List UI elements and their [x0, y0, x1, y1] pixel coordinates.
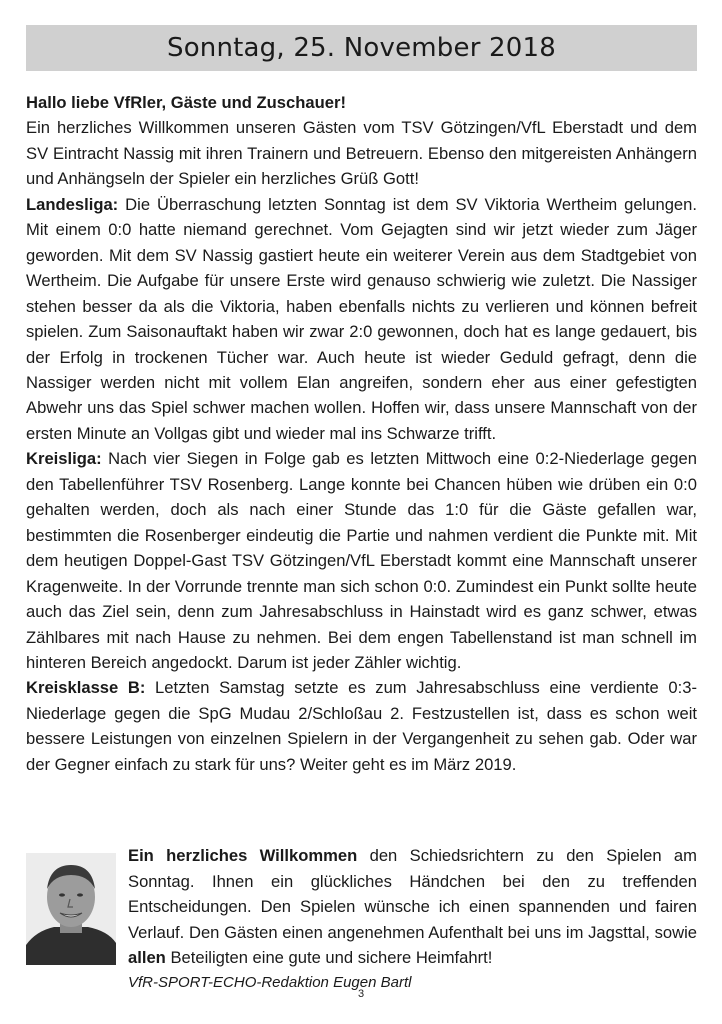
- greeting-lead: Ein herzliches Willkommen: [128, 846, 358, 865]
- kreisliga-label: Kreisliga:: [26, 449, 102, 469]
- kreisklasse-b-paragraph: [26, 675, 697, 777]
- greeting-section: [26, 843, 697, 1003]
- date-header-bar: [26, 25, 697, 71]
- landesliga-label: Landesliga:: [26, 194, 119, 214]
- intro-text: Ein herzliches Willkommen unseren Gästen vom TSV Götzingen/VfL Eberstadt und dem SV Eintracht Nassig mit ihren Trainern und Betreuern. Ebenso den mitgereisten Anhängern und Anhängseln der Spieler ein herzliches Grüß Gott!: [26, 118, 697, 189]
- article-body: [26, 90, 697, 777]
- intro-paragraph: [26, 90, 697, 192]
- kreisklasse-b-label: Kreisklasse B:: [26, 678, 146, 698]
- landesliga-paragraph: [26, 192, 697, 447]
- kreisklasse-b-text: Letzten Samstag setzte es zum Jahresabschluss eine verdiente 0:3-Niederlage gegen die SpG Mudau 2/Schloßau 2. Festzustellen ist, dass es schon weit bessere Leistungen von einzelnen Spielern in der Vergangenheit zu sehen gab. Oder war der Gegner einfach zu stark für uns? Weiter geht es im März 2019.: [26, 678, 697, 774]
- page-title: Sonntag, 25. November 2018: [166, 33, 557, 63]
- intro-heading: Hallo liebe VfRler, Gäste und Zuschauer!: [26, 93, 346, 112]
- kreisliga-text: Nach vier Siegen in Folge gab es letzten Mittwoch eine 0:2-Niederlage gegen den Tabellenführer TSV Rosenberg. Lange konnte bei Chancen hüben wie drüben ein 0:0 gehalten werden, doch als nach einer Stunde das 1:0 für die Gäste gefallen war, bestimmten die Rosenberger eindeutig die Partie und nahmen verdient die Punkte mit. Mit dem heutigen Doppel-Gast TSV Götzingen/VfL Eberstadt kommt eine Mannschaft unserer Kragenweite. In der Vorrunde trennte man sich schon 0:0. Zumindest ein Punkt sollte heute auch das Ziel sein, denn zum Jahresabschluss in Hainstadt wird es ganz schwer, etwas Zählbares mit nach Hause zu nehmen. Bei dem engen Tabellenstand ist man schnell im hinteren Bereich angedockt. Darum ist jeder Zähler wichtig.: [26, 449, 697, 672]
- portrait-image: [26, 853, 116, 965]
- greeting-text-block: [128, 843, 697, 994]
- greeting-emphasis: allen: [128, 948, 166, 967]
- kreisliga-paragraph: [26, 446, 697, 675]
- signature: VfR-SPORT-ECHO-Redaktion Eugen Bartl: [128, 973, 412, 991]
- greeting-text-part1: den Schiedsrichtern zu den Spielen am Sonntag. Ihnen ein glückliches Händchen bei den zu treffenden Entscheidungen. Den Spielen wünsche ich einen spannenden und fairen Verlauf. Den Gästen einen angenehmen Aufenthalt bei uns im Jagsttal, sowie: [128, 846, 697, 942]
- author-portrait-photo: [26, 853, 116, 965]
- greeting-paragraph: [128, 843, 697, 971]
- landesliga-text: Die Überraschung letzten Sonntag ist dem SV Viktoria Wertheim gelungen. Mit einem 0:0 hatte niemand gerechnet. Vom Gejagten sind wir jetzt wieder zum Jäger geworden. Mit dem SV Nassig gastiert heute ein weiterer Verein aus dem Stadtgebiet von Wertheim. Die Aufgabe für unsere Erste wird genauso schwierig wie zuletzt. Die Nassiger stehen besser da als die Viktoria, haben ebenfalls nichts zu verlieren und können befreit spielen. Zum Saisonauftakt haben wir zwar 2:0 gewonnen, doch hat es lange gedauert, bis der Erfolg in trockenen Tücher war. Auch heute ist wieder Geduld gefragt, denn die Nassiger werden nicht mit vollem Elan angreifen, sondern eher aus einer gefestigten Abwehr uns das Spiel schwer machen wollen. Hoffen wir, dass unsere Mannschaft von der ersten Minute an Vollgas gibt und wieder mal ins Schwarze trifft.: [26, 194, 697, 443]
- greeting-text-part2: Beteiligten eine gute und sichere Heimfahrt!: [165, 948, 493, 967]
- page-number: 3: [357, 988, 365, 1000]
